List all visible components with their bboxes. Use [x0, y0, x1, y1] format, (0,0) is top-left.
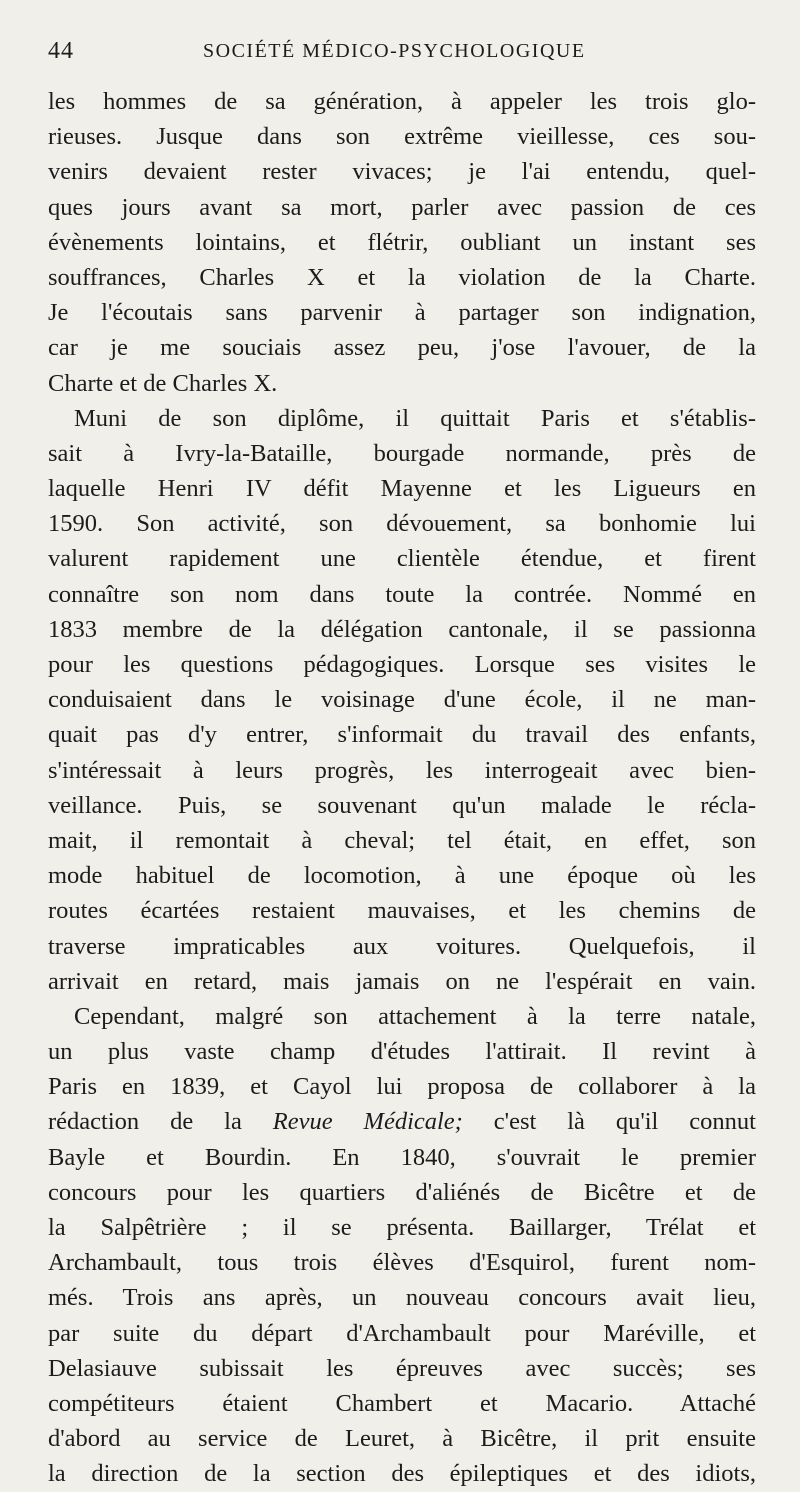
- text-line: la Salpêtrière ; il se présenta. Baillarger, Trélat et: [48, 1214, 756, 1241]
- text-line: Archambault, tous trois élèves d'Esquirol, furent nom-: [48, 1249, 756, 1277]
- text-line: souffrances, Charles X et la violation de la Charte.: [48, 263, 756, 291]
- text-line: mode habituel de locomotion, à une époque où les: [48, 862, 756, 890]
- text-line: mait, il remontait à cheval; tel était, en effet, son: [48, 826, 756, 854]
- text-line: concours pour les quartiers d'aliénés de Bicêtre et de: [48, 1178, 756, 1206]
- text-line: laquelle Henri IV défit Mayenne et les Ligueurs en: [48, 475, 756, 503]
- text-line: par suite du départ d'Archambault pour Maréville, et: [48, 1319, 756, 1347]
- text-line: arrivait en retard, mais jamais on ne l'espérait en vain.: [48, 967, 756, 995]
- text-line: un plus vaste champ d'études l'attirait. Il revint à: [48, 1038, 756, 1066]
- text-line: valurent rapidement une clientèle étendue, et firent: [48, 545, 756, 573]
- text-line: Bayle et Bourdin. En 1840, s'ouvrait le premier: [48, 1143, 756, 1171]
- text-line: quait pas d'y entrer, s'informait du travail des enfants,: [48, 721, 756, 749]
- text-segment: rédaction de la: [48, 1108, 273, 1136]
- text-line: Paris en 1839, et Cayol lui proposa de collaborer à la: [48, 1073, 756, 1101]
- text-line: évènements lointains, et flétrir, oubliant un instant ses: [48, 228, 756, 256]
- body-text: [48, 84, 756, 1492]
- text-line: traverse impraticables aux voitures. Quelquefois, il: [48, 932, 756, 960]
- text-line: Je l'écoutais sans parvenir à partager son indignation,: [48, 299, 756, 327]
- text-line: veillance. Puis, se souvenant qu'un malade le récla-: [48, 791, 756, 819]
- text-line: rieuses. Jusque dans son extrême vieillesse, ces sou-: [48, 123, 756, 151]
- text-line: compétiteurs étaient Chambert et Macario. Attaché: [48, 1389, 756, 1417]
- text-line: les hommes de sa génération, à appeler les trois glo-: [48, 88, 756, 115]
- running-title: SOCIÉTÉ MÉDICO-PSYCHOLOGIQUE: [203, 40, 586, 62]
- journal-title: Revue Médicale;: [272, 1108, 463, 1136]
- text-line: Cependant, malgré son attachement à la terre natale,: [74, 1002, 756, 1030]
- text-line-with-italic: [48, 1104, 756, 1139]
- text-line: Charte et de Charles X.: [48, 369, 278, 397]
- text-line: Muni de son diplôme, il quittait Paris et s'établis-: [74, 404, 756, 432]
- text-line: conduisaient dans le voisinage d'une école, il ne man-: [48, 686, 756, 714]
- text-line: routes écartées restaient mauvaises, et les chemins de: [48, 897, 756, 925]
- text-line: venirs devaient rester vivaces; je l'ai entendu, quel-: [48, 158, 756, 186]
- page-number: 44: [48, 38, 74, 64]
- text-line: d'abord au service de Leuret, à Bicêtre, il prit ensuite: [48, 1425, 756, 1453]
- text-line: més. Trois ans après, un nouveau concours avait lieu,: [48, 1284, 756, 1312]
- text-line: 1590. Son activité, son dévouement, sa bonhomie lui: [48, 510, 756, 538]
- page-header: [48, 38, 768, 70]
- text-line: sait à Ivry-la-Bataille, bourgade normande, près de: [48, 439, 756, 467]
- text-line: ques jours avant sa mort, parler avec passion de ces: [48, 193, 756, 221]
- text-line: Delasiauve subissait les épreuves avec succès; ses: [48, 1354, 756, 1382]
- text-line: car je me souciais assez peu, j'ose l'avouer, de la: [48, 334, 756, 362]
- text-line: la direction de la section des épileptiques et des idiots,: [48, 1460, 756, 1488]
- text-line: 1833 membre de la délégation cantonale, il se passionna: [48, 615, 756, 643]
- text-segment: c'est là qu'il connut: [462, 1108, 756, 1136]
- text-line: pour les questions pédagogiques. Lorsque ses visites le: [48, 651, 756, 678]
- text-line: s'intéressait à leurs progrès, les interrogeait avec bien-: [48, 756, 756, 784]
- text-line: connaître son nom dans toute la contrée. Nommé en: [48, 580, 756, 608]
